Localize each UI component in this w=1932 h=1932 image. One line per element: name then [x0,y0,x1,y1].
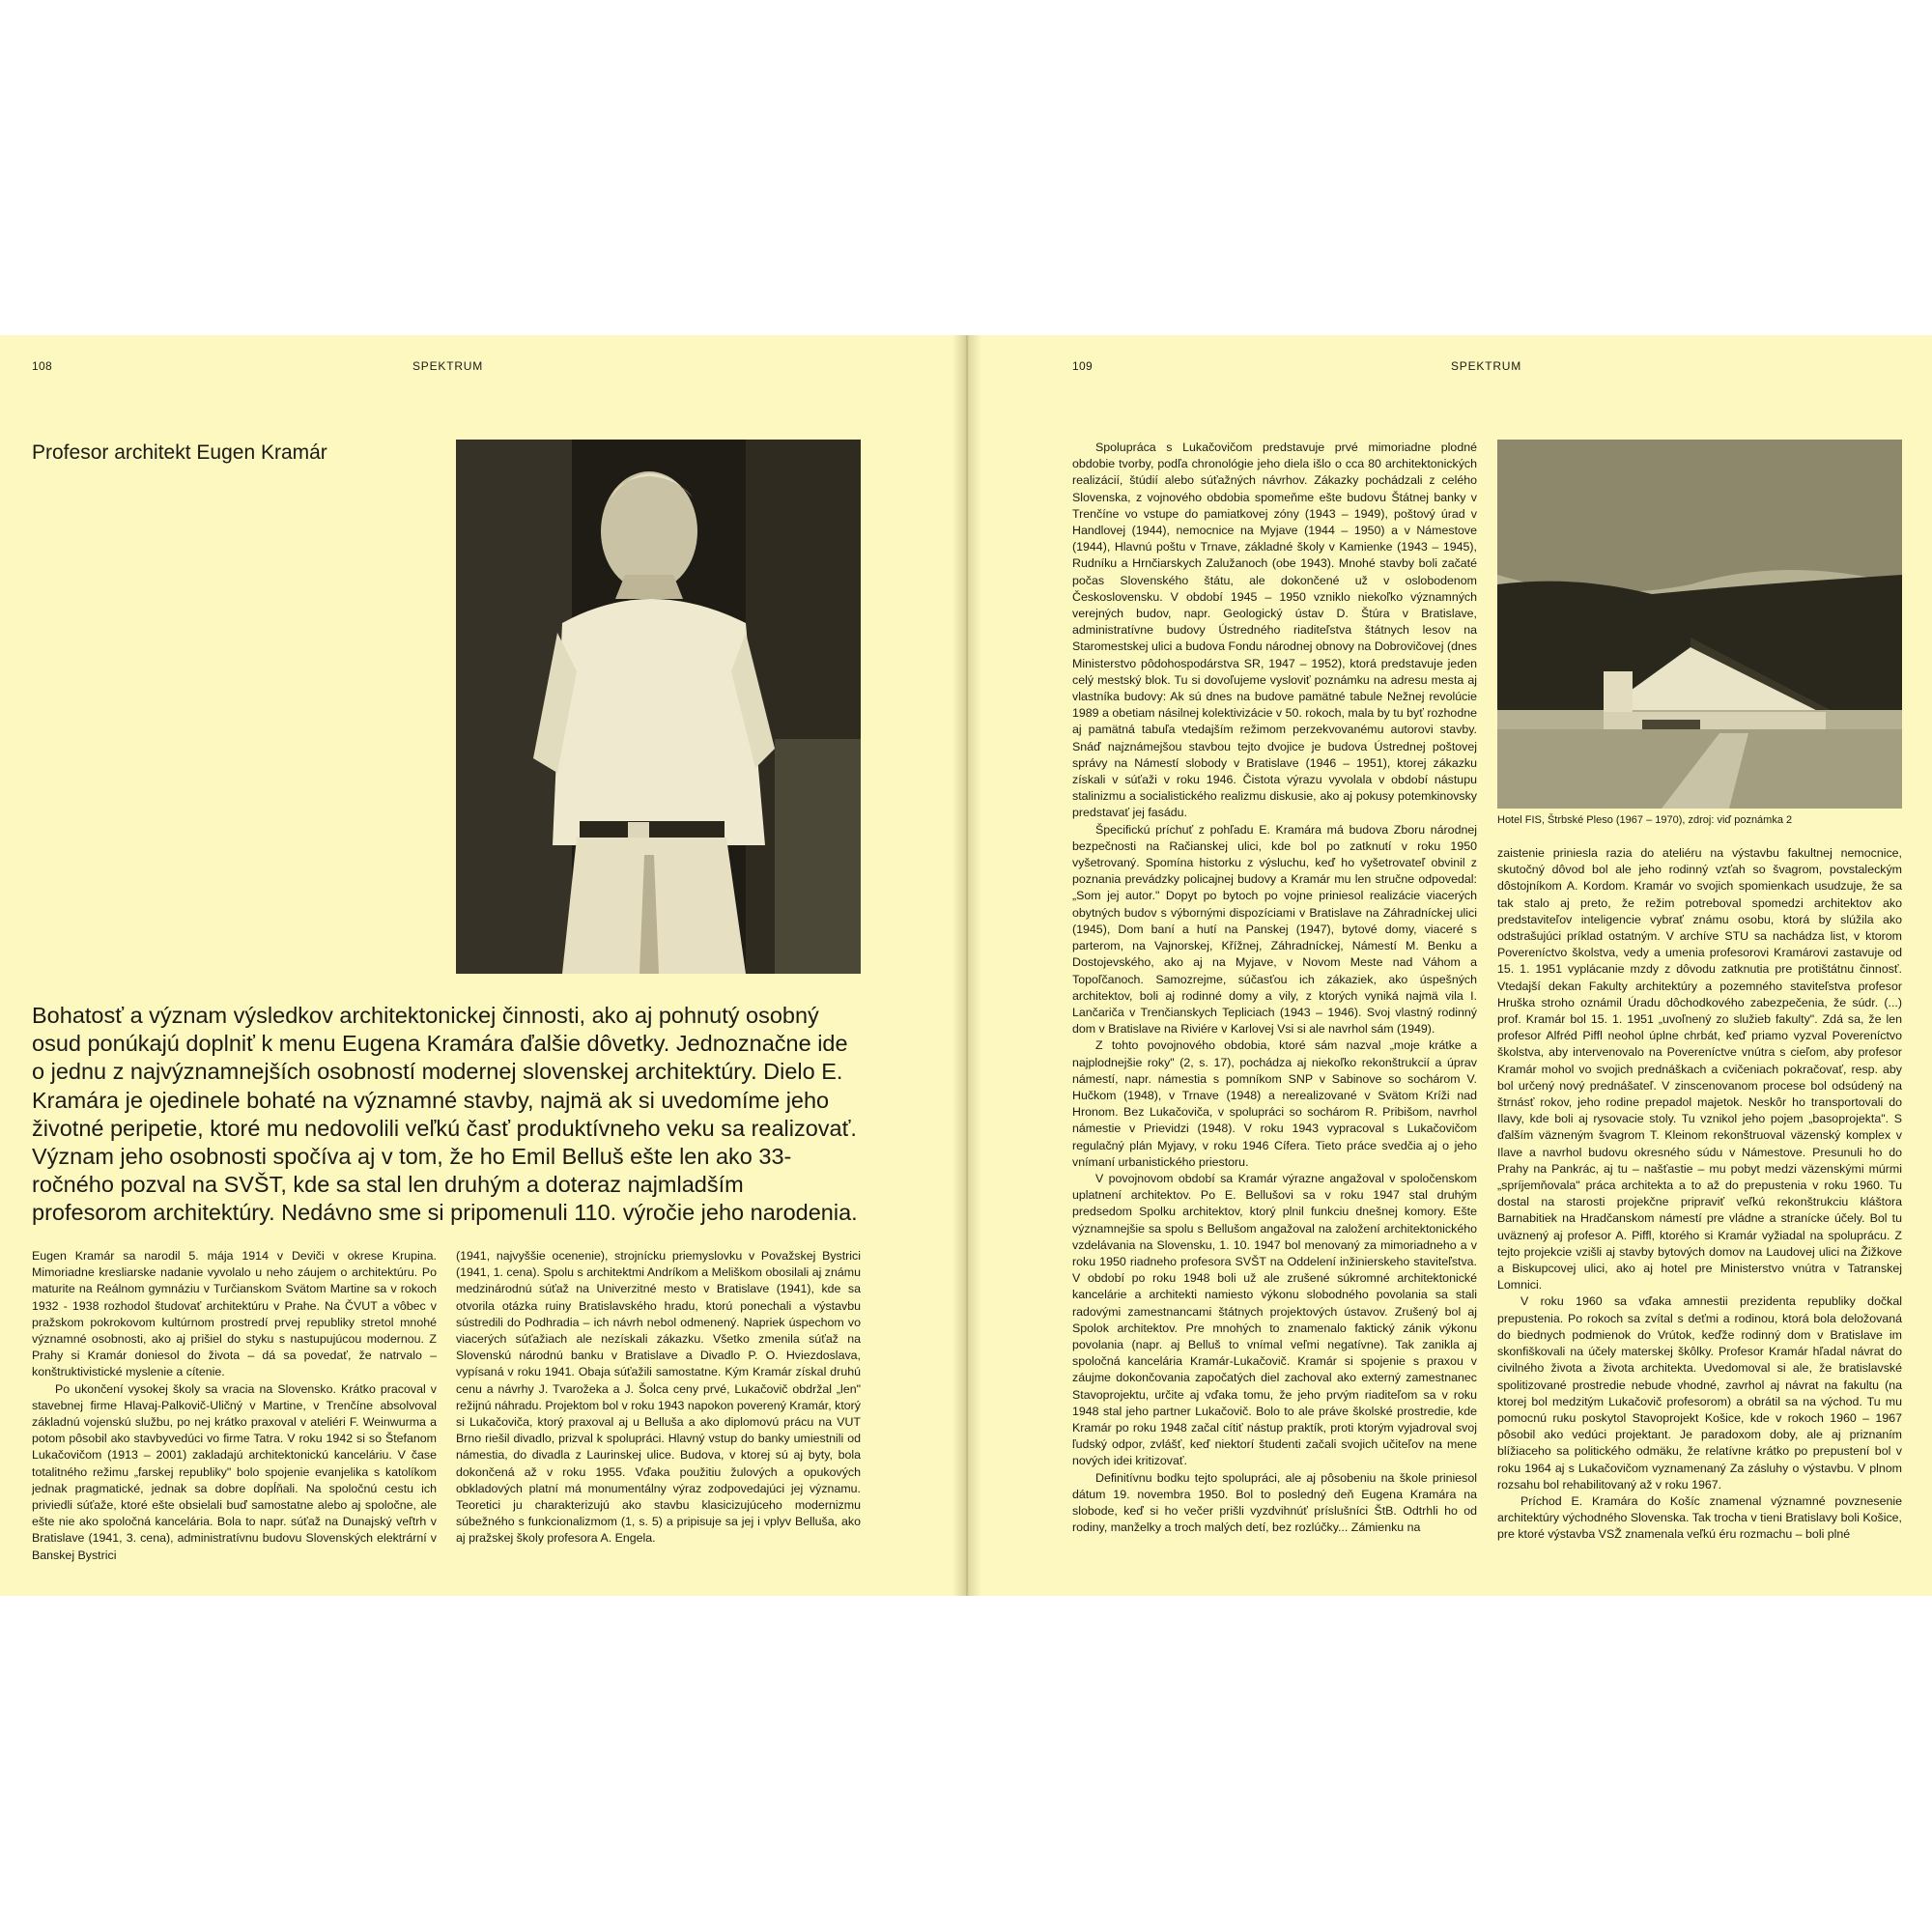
right-page [968,335,1932,1596]
left-column-1 [32,1248,437,1564]
paragraph: V roku 1960 sa vďaka amnestii prezidenta republiky dočkal prepustenia. Po rokoch sa zvítal s deťmi a rodinou, ktorá bola deložovaná do biednych podmienok do Vrútok, keďže rodinný dom v Bratislave im skonfiškovali na účely materskej škôlky. Profesor Kramár hľadal návrat do civilného života a života architekta. Uvedomoval si ale, že bratislavské spolitizované prostredie nebude vhodné, zavrhol aj návrat na fakultu (na ktorej bol medzitým Lukačovič profesorom) a obrátil sa na východ. Tu mu pomocnú ruku poskytol Stavoprojekt Košice, kde v rokoch 1960 – 1967 pôsobil ako vedúci projektant. Je paradoxom doby, ale aj priznaním blížiaceho sa politického odmäku, že relatívne krátko po prepustení bol v roku 1964 aj s Lukačovičom vyznamenaný Za zásluhy o výstavbu. V plnom rozsahu bol rehabilitovaný až v roku 1967. [1497,1294,1902,1492]
paragraph: V povojnovom období sa Kramár výrazne angažoval v spoločenskom uplatnení architektov. Po E. Bellušovi sa v roku 1947 stal druhým predsedom Spolku architektov, ktorý plnil funkciu dnešnej komory. Ešte významnejšie sa spolu s Bellušom angažoval na založení architektonického vzdelávania na Slovensku, 1. 10. 1947 bol menovaný za mimoriadneho a v roku 1950 riadneho profesora SVŠT na Oddelení inžinierskeho staviteľstva. V období po roku 1948 boli už ale zrušené súkromné architektonické kancelárie a architekti namiesto výkonu slobodného povolania sa stali radovými zamestnancami štátnych projektových ústavov. Zrušený bol aj Spolok architektov. Pre mnohých to znamenalo faktický zánik výkonu povolania (napr. aj Belluš to vnímal veľmi negatívne). Tak zanikla aj spoločná kancelária Kramár-Lukačovič. Kramár si spojenie s praxou v záujme dokončovania započatých diel zachoval ako externý zamestnanec Stavoprojektu, určite aj vďaka tomu, že jeho prvým riaditeľom sa v roku 1948 stal jeho partner Lukačovič. Bolo to ale práve školské prostredie, kde Kramár po roku 1948 začal cítiť nástup praktík, proti ktorým vyjadroval svoj ľudský odpor, zvlášť, keď niektorí študenti začali svojich učiteľov na mene nových idei kritizovať. [1072,1171,1477,1468]
paragraph: Spolupráca s Lukačovičom predstavuje prvé mimoriadne plodné obdobie tvorby, podľa chronológie jeho diela išlo o cca 80 architektonických realizácií, štúdií alebo súťažných návrhov. Zákazky pochádzali z celého Slovenska, z vojnového obdobia spomeňme ešte budovu Štátnej banky v Trenčíne vo vstupe do pamiatkovej zóny (1943 – 1949), poštový úrad v Handlovej (1944), nemocnice na Myjave (1944 – 1950) a v Námestove (1944), Hlavnú poštu v Trnave, základné školy v Kamienke (1943 – 1945), Rudníku a Hrnčiarskych Zalužanoch (obe 1943). Mnohé stavby boli začaté počas Slovenského štátu, ale dokončené už v oslobodenom Československu. V období 1945 – 1950 vzniklo niekoľko významných verejných budov, napr. Geologický ústav D. Štúra v Bratislave, administratívne budovy Ústredného riaditeľstva štátnych lesov na Staromestskej ulici a budova Fondu národnej obnovy na Dobrovičovej (dnes Ministerstvo pôdohospodárstva SR, 1947 – 1952), ktorá predstavuje jeden celý mestský blok. Tu si dovoľujeme vysloviť poznámku na adresu mesta aj vlastníka budovy: Ak sú dnes na budove pamätné tabule Nežnej revolúcie 1989 a obetiam násilnej kolektivizácie v 50. rokoch, mala by tu byť rozhodne aj pamätná tabuľa vtedajším režimom perzekvovanému autorovi stavby. Snáď najznámejšou stavbou tejto dvojice je budova Ústrednej poštovej správy na Námestí slobody v Bratislave (1946 – 1951), ktorej zákazku získali v súťaži v roku 1946. Čistota výrazu vyvolala v období nástupu stalinizmu a socialistického realizmu diskusie, ako aj pokusy potemkinovsky predstavať jej fasádu. [1072,440,1477,820]
page-number: 109 [1072,359,1093,373]
paragraph: Po ukončení vysokej školy sa vracia na Slovensko. Krátko pracoval v stavebnej firme Hlavaj-Palkovič-Uličný v Martine, v Trenčíne absolvoval základnú vojenskú službu, po nej krátko praxoval v ateliéri F. Weinwurma a potom pôsobil ako stavbyvedúci vo firme Tatra. V roku 1942 si so Štefanom Lukačovičom (1913 – 2001) zakladajú architektonickú kanceláriu. V čase totalitného režimu „farskej republiky" bolo spojenie evanjelika s katolíkom jednak pragmatické, jednak sa dobre dopĺňali. Na spoločnú cestu ich priviedli súťaže, ktoré ešte obsielali buď samostatne alebo aj spoločne, ale ešte nie ako spoločná kancelária. Bola to napr. súťaž na Dunajský veľtrh v Bratislave (1941, 3. cena), administratívnu budovu Slovenských elektrární v Banskej Bystrici [32,1381,437,1562]
running-header: SPEKTRUM [1451,359,1522,373]
running-header: SPEKTRUM [412,359,484,373]
hotel-fis-photo [1497,440,1902,809]
paragraph: Špecifickú príchuť z pohľadu E. Kramára má budova Zboru národnej bezpečnosti na Račianskej ulici, kde bol po zatknutí v roku 1950 vyšetrovaný. Spomína historku z výsluchu, keď ho vyšetrovateľ obvinil z poznania prevádzky policajnej budovy a Kramár mu len stručne odpovedal: „Som jej autor." Dopyt po bytoch po vojne priniesol realizácie viacerých obytných budov s výbornými dispozíciami v Bratislave na Záhradníckej ulici (1945), Dom baní a hutí na Panskej (1947), bytové domy, viaceré s parterom, na Vajnorskej, Křížnej, Záhradníckej, Námestí M. Benku a Dostojevského, ako aj na Myjave, v Novom Meste nad Váhom a Topoľčanoch. Samozrejme, súčasťou ich zákaziek, ako úspešných architektov, boli aj rodinné domy a vily, z ktorých vyniká najmä vila I. Lančariča v Trenčianskych Tepliciach (1943 – 1946). Svoj vlastný rodinný dom v Bratislave na Riviére v Karlovej Vsi si ale navrhol sám (1949). [1072,822,1477,1037]
photo-caption: Hotel FIS, Štrbské Pleso (1967 – 1970), zdroj: viď poznámka 2 [1497,814,1793,826]
page-number: 108 [32,359,52,373]
paragraph: Z tohto povojnového obdobia, ktoré sám nazval „moje krátke a najplodnejšie roky" (2, s. 17), pochádza aj niekoľko rekonštrukcií a úprav námestí, napr. námestia s pomníkom SNP v Sabinove so sochárom V. Hučkom (1948), v Trnave (1948) a nerealizované v Svätom Kríži nad Hronom. Bez Lukačoviča, v spolupráci so sochárom R. Pribišom, navrhol námestie v Prievidzi (1948). V roku 1943 vypracoval s Lukačovičom regulačný plán Myjavy, v roku 1946 Cífera. Tieto práce svedčia aj o jeho vnímaní urbanistického priestoru. [1072,1038,1477,1169]
left-column-2 [456,1248,861,1548]
left-page [0,335,966,1596]
article-title: Profesor architekt Eugen Kramár [32,441,327,464]
right-column-1 [1072,440,1477,1536]
paragraph: Eugen Kramár sa narodil 5. mája 1914 v Deviči v okrese Krupina. Mimoriadne kresliarske nadanie vyvolalo u neho záujem o architektúru. Po maturite na Reálnom gymnáziu v Turčianskom Svätom Martine sa v rokoch 1932 - 1938 rozhodol študovať architektúru v Prahe. Na ČVUT a vôbec v pražskom pokrokovom kultúrnom prostredí prvej republiky stretol mnohé významné osobnosti, ako aj prišiel do styku s nastupujúcou modernou. Z Prahy si Kramár doniesol do života – dá sa povedať, že natrvalo – konštruktivistické myslenie a cítenie. [32,1249,437,1379]
paragraph: Príchod E. Kramára do Košíc znamenal významné povznesenie architektúry východného Slovenska. Tak trocha v tieni Bratislavy boli Košice, pre ktoré výstavba VSŽ znamenala veľkú éru rozmachu – boli plné [1497,1493,1902,1542]
paragraph: zaistenie priniesla razia do ateliéru na výstavbu fakultnej nemocnice, skutočný dôvod bol ale jeho rodinný vzťah so švagrom, povstaleckým dôstojníkom A. Kordom. Kramár vo svojich spomienkach usudzuje, že sa tak stalo aj preto, že režim potreboval spomedzi architektov ako predstaviteľov inteligencie vybrať známu osobu, ktorá by slúžila ako odstrašujúci príklad ostatným. V archíve STU sa nachádza list, v ktorom Povereníctvo školstva, vedy a umenia profesorovi Kramárovi zastavuje od 15. 1. 1951 vyplácanie mzdy z dôvodu zatknutia pre protištátnu činnosť. Vtedajší dekan Fakulty architektúry a pozemného staviteľstva profesor Hruška stroho oznámil Úradu dôchodkového zabezpečenia, že súdr. (...) prof. Kramár bol 15. 1. 1951 „uvoľnený zo služieb fakulty". Zdá sa, že len profesor Alfréd Piffl neohol úplne chrbát, keď priamo vyzval Povereníctvo školstva, aby intervenovalo na Povereníctve vnútra s cieľom, aby profesor Kramár mohol vo svojich prednáškach a cvičeniach pokračovať, resp. aby bol určený nový prednášateľ. V zinscenovanom procese bol odsúdený na štrnásť rokov, jeho rodine prepadol majetok. Neskôr ho transportovali do Ilavy, kde boli aj rysovacie stoly. Tu vznikol jeho pojem „basoprojekta". S ďalším väzneným švagrom T. Kleinom rekonštruoval väzenský komplex v Ilave a navrhol budovu okresného súdu v Námestove. Presunuli ho do Prahy na Pankrác, aj tu – našťastie – mu pobyt medzi väzenskými múrmi „spríjemňovala" práca architekta a to až do prepustenia v roku 1960. Tu dostal na starosti projekčne pripraviť veľkú rekonštrukciu kláštora Barnabitiek na Hradčanskom námestí pre vládne a stranícke účely. Bol tu uväznený aj profesor A. Piffl, ktorého si Kramár vyžiadal na spoluprácu. Z tejto projekcie vzišli aj stavby bytových domov na Laudovej ulici na Žižkove a Biskupcovej ulici, ako aj hotel pre Ministerstvo vnútra v Tatranskej Lomnici. [1497,846,1902,1293]
magazine-spread [0,335,1932,1596]
article-intro: Bohatosť a význam výsledkov architektonickej činnosti, ako aj pohnutý osobný osud ponúkajú doplniť k menu Eugena Kramára ďalšie dôvetky. Jednoznačne ide o jednu z najvýznamnejších osobností modernej slovenskej architektúry. Dielo E. Kramára je ojedinele bohaté na významné stavby, najmä ak si uvedomíme jeho životné peripetie, ktoré mu nedovolili veľkú časť produktívneho veku sa realizovať. Význam jeho osobnosti spočíva aj v tom, že ho Emil Belluš ešte len ako 33-ročného pozval na SVŠT, kde sa stal len druhým a doteraz najmladším profesorom architektúry. Nedávno sme si pripomenuli 110. výročie jeho narodenia. [32,1003,858,1226]
right-column-2 [1497,845,1902,1544]
paragraph: Definitívnu bodku tejto spolupráci, ale aj pôsobeniu na škole priniesol dátum 19. novembra 1950. Bol to posledný deň Eugena Kramára na slobode, keď si ho večer prišli vyzdvihnúť príslušníci ŠtB. Odtrhli ho od rodiny, manželky a troch malých detí, bez rozlúčky... Zámienku na [1072,1470,1477,1535]
portrait-photo [456,440,861,974]
paragraph: (1941, najvyššie ocenenie), strojnícku priemyslovku v Považskej Bystrici (1941, 1. cena). Spolu s architektmi Andríkom a Meliškom obosilali aj známu medzinárodnú súťaž na Univerzitné mesto v Bratislave (1941), kde sa otvorila otázka ruiny Bratislavského hradu, ktorú ponechali a výstavbu sústredili do Podhradia – ich návrh nebol odmenený. Napriek úspechom vo viacerých súťažiach ale nezískali zákazku. Všetko zmenila súťaž na Slovenskú národnú banku v Bratislave a Divadlo P. O. Hviezdoslava, vypísaná v roku 1941. Obaja súťažili samostatne. Kým Kramár získal druhú cenu a návrhy J. Tvarožeka a J. Šolca ceny prvé, Lukačovič obdržal „len" režijnú náhradu. Projektom bol v roku 1943 napokon poverený Kramár, ktorý si Lukačoviča, ktorý praxoval aj u Belluša a ako diplomovú prácu na VUT Brno riešil divadlo, prizval k spolupráci. Hlavný vstup do banky umiestnili od námestia, do divadla z Laurinskej ulice. Budova, v ktorej sú aj byty, bola dokončená až v roku 1955. Vďaka použitiu žulových a opukových obkladových platní má monumentálny výraz zodpovedajúci jej významu. Teoretici ju charakterizujú ako stavbu klasicizujúceho modernizmu súbežného s funkcionalizmom (1, s. 5) a pripisuje sa jej i vplyv Belluša, ako aj pražskej školy profesora A. Engela. [456,1249,861,1546]
